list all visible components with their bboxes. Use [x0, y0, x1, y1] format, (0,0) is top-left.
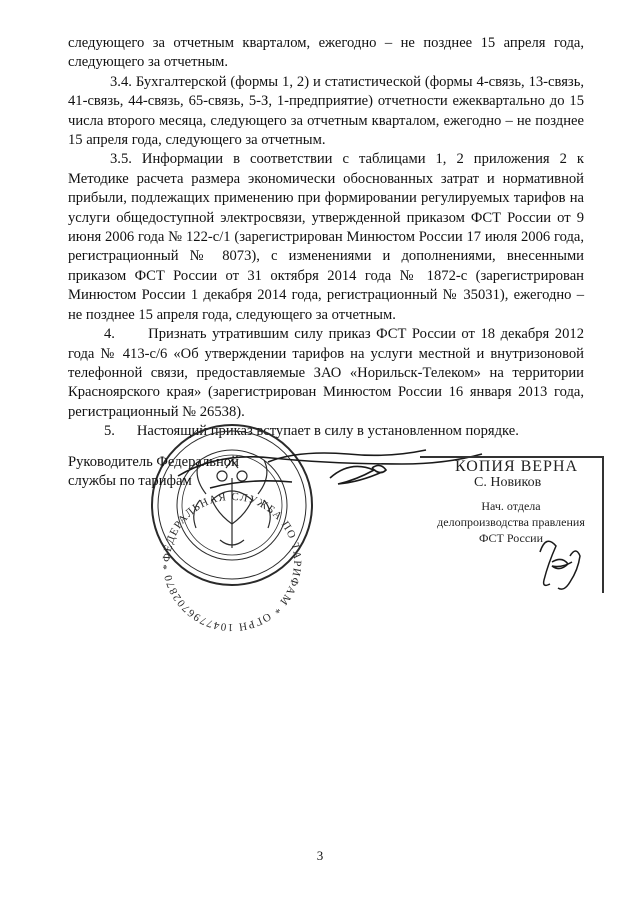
- signature-block: [68, 453, 239, 492]
- stamp-line-3: ФСТ России: [479, 531, 543, 545]
- paragraph-3-5: 3.5. Информации в соответствии с таблицами 1, 2 приложения 2 к Методике расчета размера экономически обоснованных затрат и нормативной прибыли, подлежащих применению при формировании регулируемых тарифов на услуги общедоступной электросвязи, утвержденной приказом ФСТ России от 9 июня 2006 года № 122-с/1 (зарегистрирован Минюстом России 17 июля 2006 года, регистрационный № 8073), с изменениями и дополнениями, внесенными приказом ФСТ России от 31 октября 2014 года № 1872-с (зарегистрирован Минюстом России 1 декабря 2014 года, регистрационный № 35031), ежегодно – не позднее 15 апреля года, следующего за отчетным.: [68, 151, 584, 323]
- signer-position-line-1: Руководитель Федеральной: [68, 454, 239, 470]
- stamp-line-2: делопроизводства правления: [437, 515, 585, 529]
- paragraph-continuation: следующего за отчетным кварталом, ежегодно – не позднее 15 апреля года, следующего за отчетным.: [68, 35, 584, 71]
- paragraph-5: 5. Настоящий приказ вступает в силу в установленном порядке.: [104, 423, 519, 440]
- page-number: 3: [316, 848, 324, 863]
- stamp-title: КОПИЯ ВЕРНА: [455, 458, 579, 475]
- stamp-line-1: Нач. отдела: [481, 499, 541, 513]
- stamp-note: [422, 498, 600, 546]
- paragraph-4: 4. Признать утратившим силу приказ ФСТ России от 18 декабря 2012 года № 413-с/6 «Об утверждении тарифов на услуги местной и внутризоновой телефонной связи, предоставляемые ЗАО «Норильск-Телеком» на территории Красноярского края» (зарегистрирован Минюстом России 16 января 2013 года, регистрационный № 26538).: [68, 326, 584, 420]
- signer-position-line-2: службы по тарифам: [68, 473, 192, 490]
- paragraph-3-4: 3.4. Бухгалтерской (формы 1, 2) и статистической (формы 4-связь, 13-связь, 41-связь, 44-связь, 65-связь, 5-З, 1-предприятие) отчетности ежеквартально до 15 числа второго месяца, следующего за отчетным кварталом, ежегодно – не позднее 15 апреля года, следующего за отчетным.: [68, 73, 584, 149]
- signer-name: С. Новиков: [474, 475, 542, 490]
- seal-text: ФЕДЕРАЛЬНАЯ СЛУЖБА ПО ТАРИФАМ * ОГРН 1047796702870 *: [160, 490, 304, 634]
